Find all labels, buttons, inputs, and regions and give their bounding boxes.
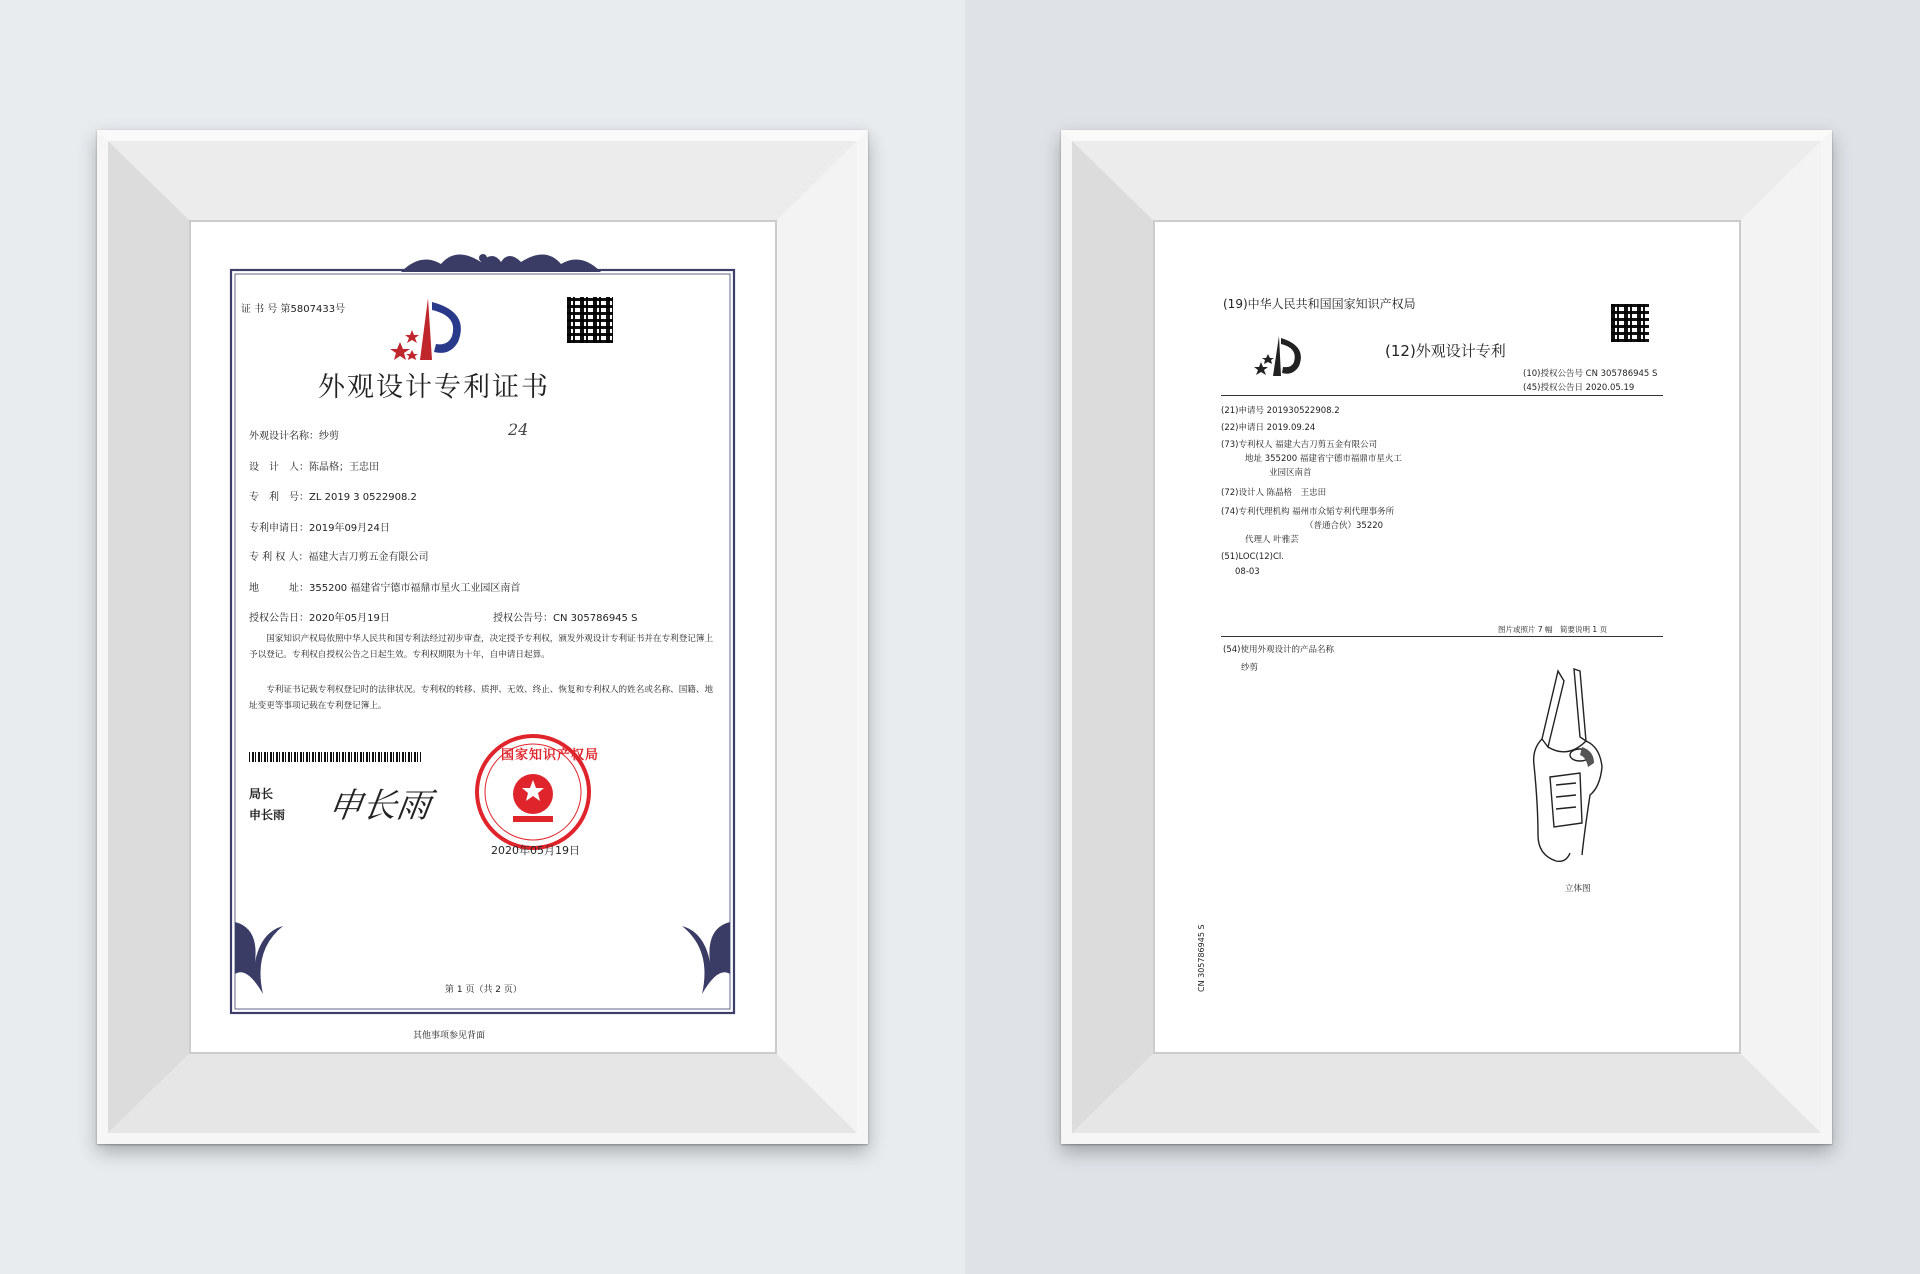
publication-number: (10)授权公告号 CN 305786945 S <box>1523 369 1658 379</box>
director-signature: 申长雨 <box>325 786 434 826</box>
certificate-paper <box>191 222 775 1052</box>
biblio-line: （普通合伙）35220 <box>1305 521 1384 531</box>
certificate-paragraph-2: 专利证书记载专利权登记时的法律状况。专利权的转移、质押、无效、终止、恢复和专利权人的姓名或名称、国籍、地址变更等事项记载在专利登记簿上。 <box>249 685 714 711</box>
seal-date: 2020年05月19日 <box>491 844 580 857</box>
field-patentee: 专 利 权 人：福建大吉刀剪五金有限公司 <box>249 552 429 563</box>
field-patent-number: 专 利 号：ZL 2019 3 0522908.2 <box>249 492 417 503</box>
qr-code <box>567 297 613 343</box>
cnipa-logo <box>388 292 472 364</box>
biblio-line: (21)申请号 201930522908.2 <box>1221 406 1340 416</box>
biblio-line: 08-03 <box>1235 567 1260 577</box>
header-rule <box>1221 395 1663 396</box>
field-designer: 设 计 人：陈晶格；王忠田 <box>249 462 379 473</box>
certificate-number: 证 书 号 第5807433号 <box>241 304 346 315</box>
publication-paper <box>1155 222 1739 1052</box>
field-address: 地 址：355200 福建省宁德市福鼎市星火工业园区南首 <box>249 583 521 594</box>
product-label: (54)使用外观设计的产品名称 <box>1223 645 1334 655</box>
office-name: (19)中华人民共和国国家知识产权局 <box>1223 297 1416 311</box>
certificate-paragraph-1: 国家知识产权局依照中华人民共和国专利法经过初步审查，决定授予专利权，颁发外观设计专利证书并在专利登记簿上予以登记。专利权自授权公告之日起生效。专利权期限为十年，自申请日起算。 <box>249 634 714 660</box>
frame-left <box>97 130 868 1144</box>
frame-right <box>1061 130 1832 1144</box>
barcode <box>249 752 421 762</box>
images-note: 图片或照片 7 幅 简要说明 1 页 <box>1498 625 1608 634</box>
director-title: 局长 <box>249 787 274 801</box>
product-name: 纱剪 <box>1241 663 1259 673</box>
field-grant-date: 授权公告日：2020年05月19日 <box>249 613 390 624</box>
biblio-line: 业园区南首 <box>1269 468 1312 478</box>
field-design-name: 外观设计名称：纱剪 <box>249 431 339 442</box>
biblio-line: (51)LOC(12)Cl. <box>1221 552 1284 562</box>
seal-text: 国家知识产权局 <box>501 748 600 763</box>
cnipa-logo <box>1251 332 1311 378</box>
scissors-drawing <box>1520 667 1630 877</box>
handwritten-note: 24 <box>508 420 529 439</box>
page-number: 第 1 页（共 2 页） <box>445 985 522 995</box>
document-type: (12)外观设计专利 <box>1385 342 1506 360</box>
field-filing-date: 专利申请日：2019年09月24日 <box>249 523 390 534</box>
field-grant-number: 授权公告号：CN 305786945 S <box>493 613 638 624</box>
view-label: 立体图 <box>1565 884 1591 894</box>
director-name: 申长雨 <box>249 808 286 822</box>
qr-code <box>1611 304 1649 342</box>
biblio-line: (72)设计人 陈晶格 王忠田 <box>1221 488 1327 498</box>
publication-date: (45)授权公告日 2020.05.19 <box>1523 383 1635 393</box>
certificate-footer: 其他事项参见背面 <box>413 1031 486 1041</box>
side-publication-number: CN 305786945 S <box>1197 924 1206 992</box>
biblio-line: (22)申请日 2019.09.24 <box>1221 423 1316 433</box>
biblio-line: 代理人 叶雅芸 <box>1245 535 1299 545</box>
biblio-line: 地址 355200 福建省宁德市福鼎市星火工 <box>1245 454 1402 464</box>
mid-rule <box>1221 636 1663 637</box>
biblio-line: (74)专利代理机构 福州市众韬专利代理事务所 <box>1221 507 1395 517</box>
certificate-title: 外观设计专利证书 <box>318 372 550 403</box>
biblio-line: (73)专利权人 福建大吉刀剪五金有限公司 <box>1221 440 1378 450</box>
